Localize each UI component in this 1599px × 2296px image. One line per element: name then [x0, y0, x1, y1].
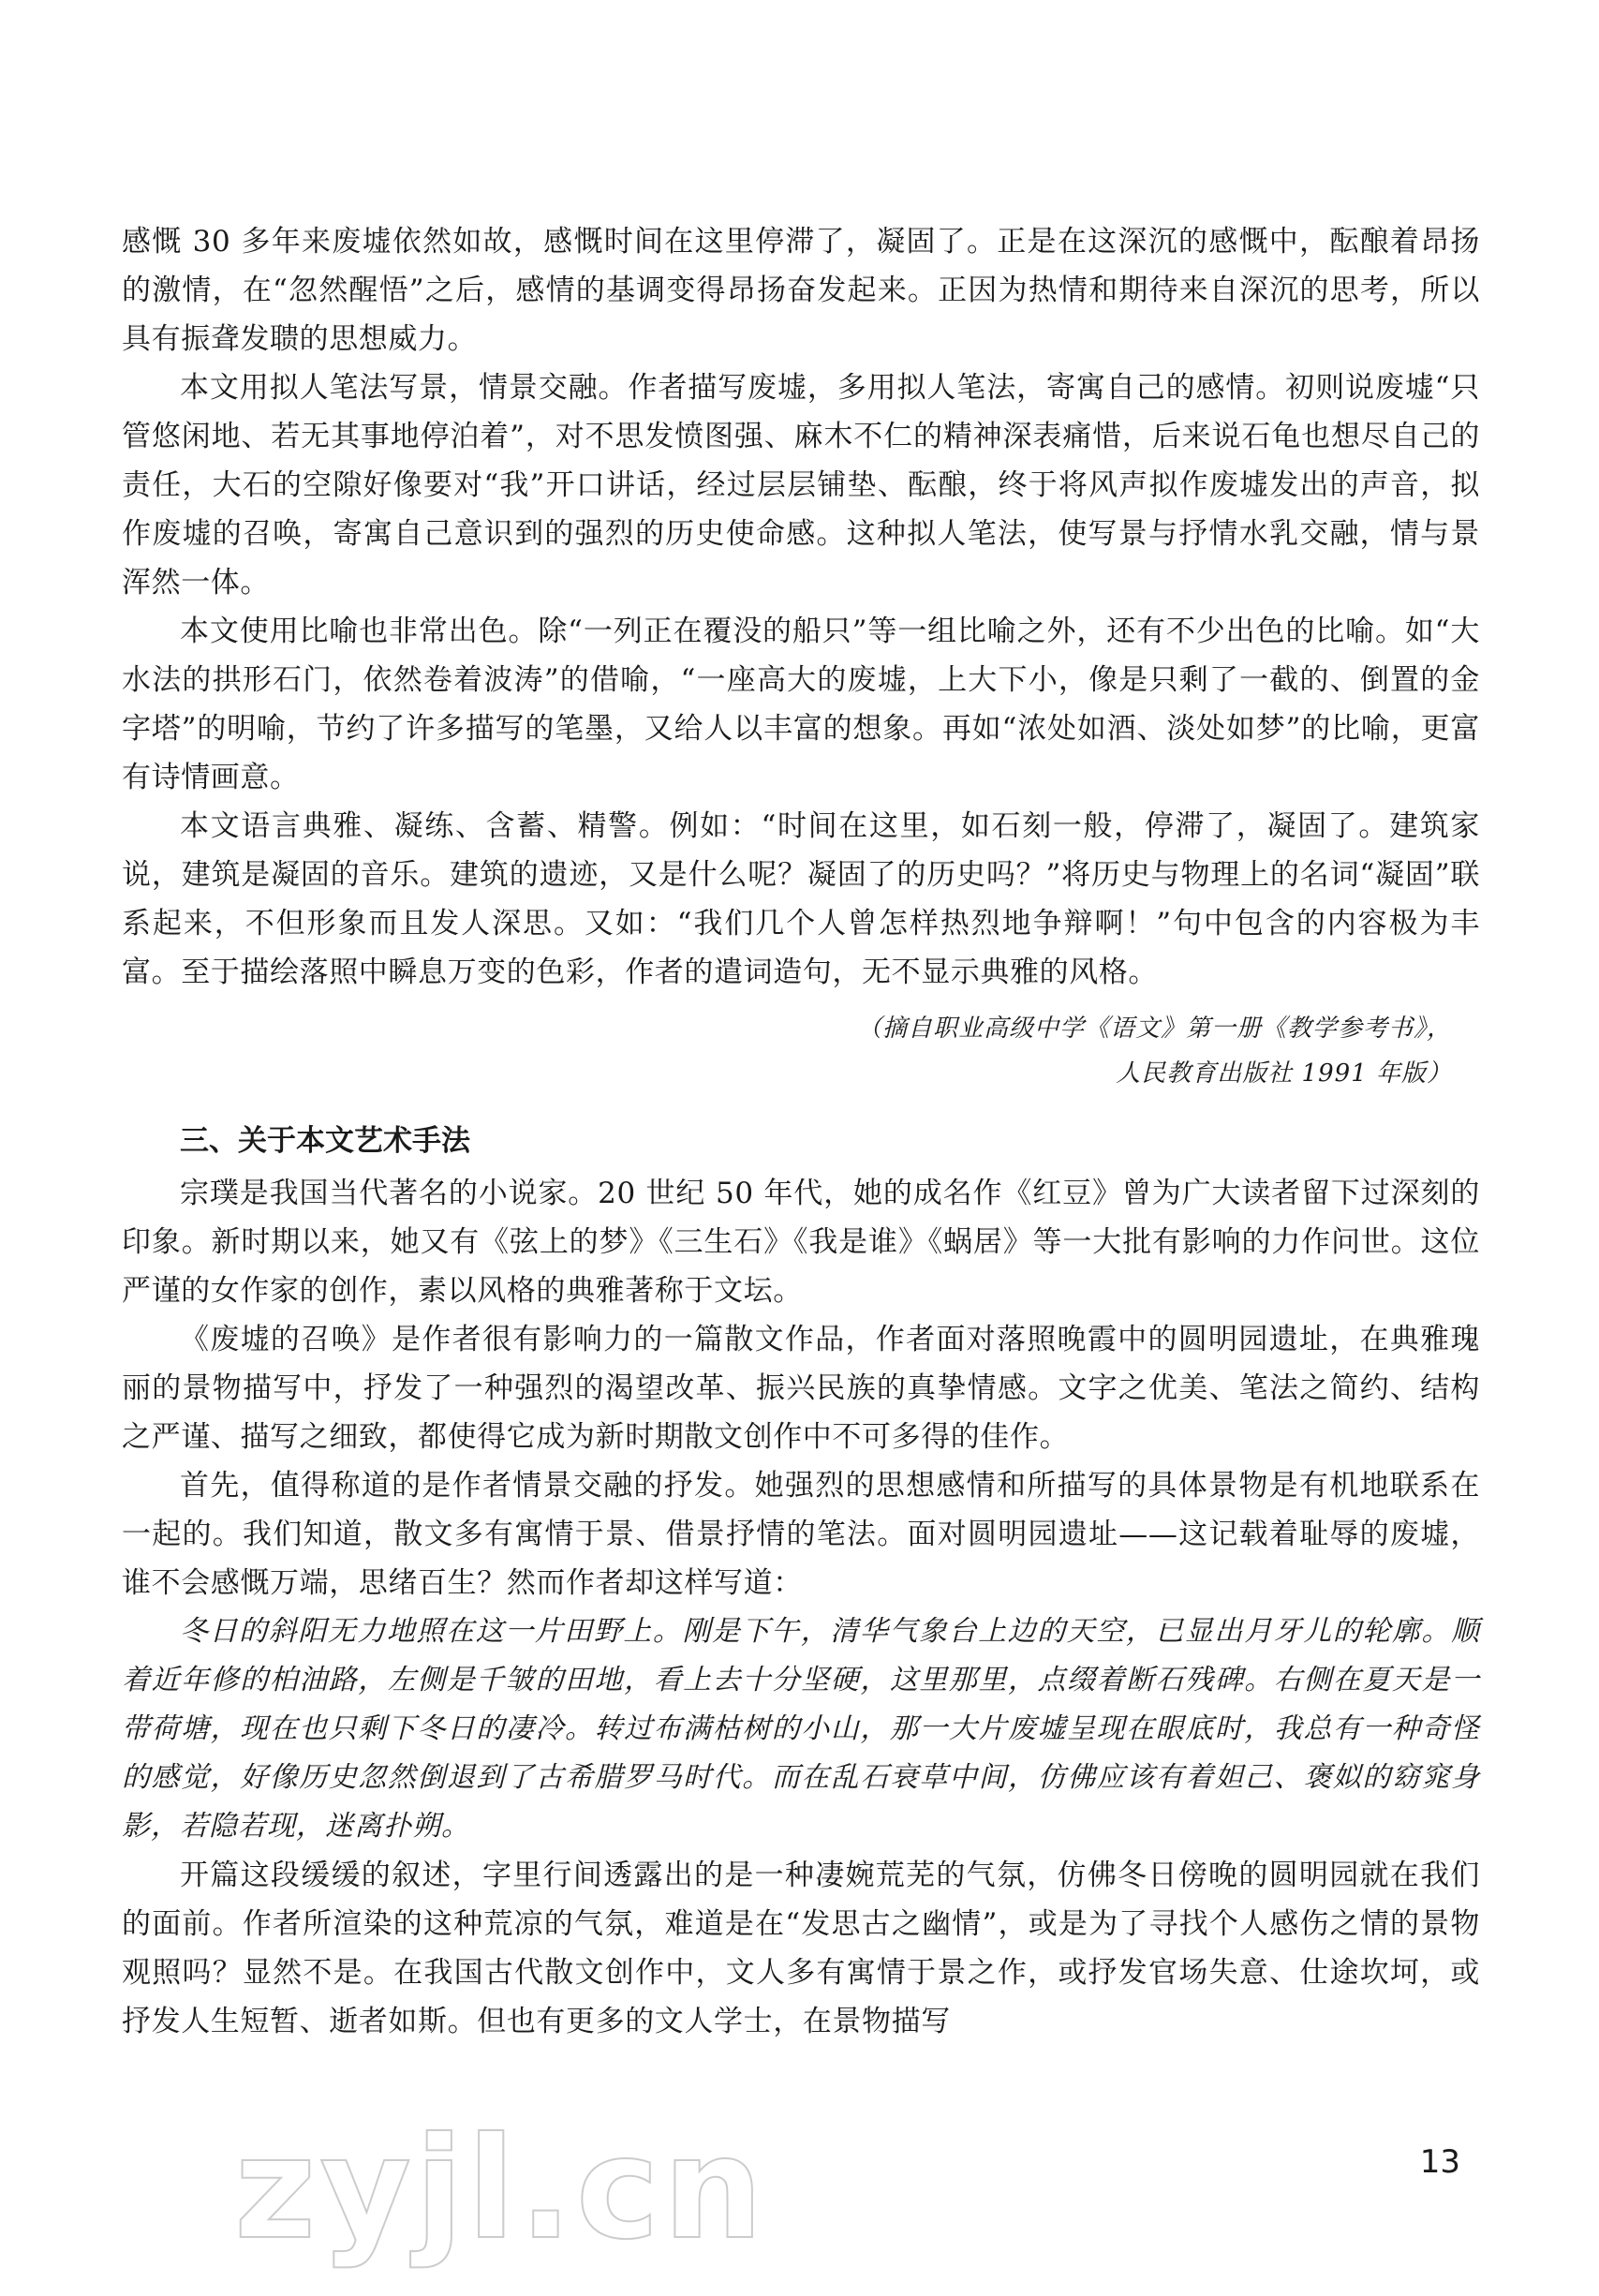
paragraph-author-intro: 宗璞是我国当代著名的小说家。20 世纪 50 年代，她的成名作《红豆》曾为广大读者留下过深刻的印象。新时期以来，她又有《弦上的梦》《三生石》《我是谁》《蜗居》等一大批有影响的力作问世。这位严谨的女作家的创作，素以风格的典雅著称于文坛。	[122, 1177, 1480, 1308]
paragraph-metaphor: 本文使用比喻也非常出色。除“一列正在覆没的船只”等一组比喻之外，还有不少出色的比喻。如“大水法的拱形石门，依然卷着波涛”的借喻，“一座高大的废墟，上大下小，像是只剩了一截的、倒置的金字塔”的明喻，节约了许多描写的笔墨，又给人以丰富的想象。再如“浓处如酒、淡处如梦”的比喻，更富有诗情画意。	[122, 615, 1480, 794]
source-citation	[122, 1006, 1480, 1096]
section-heading: 三、关于本文艺术手法	[180, 1124, 470, 1158]
paragraph-continued: 感慨 30 多年来废墟依然如故，感慨时间在这里停滞了，凝固了。正是在这深沉的感慨中，酝酿着昂扬的激情，在“忽然醒悟”之后，感情的基调变得昂扬奋发起来。正因为热情和期待来自深沉的思考，所以具有振聋发聩的思想威力。	[122, 225, 1480, 356]
paragraph-first-point: 首先，值得称道的是作者情景交融的抒发。她强烈的思想感情和所描写的具体景物是有机地联系在一起的。我们知道，散文多有寓情于景、借景抒情的笔法。面对圆明园遗址——这记载着耻辱的废墟，谁不会感慨万端，思绪百生？然而作者却这样写道：	[122, 1469, 1480, 1600]
quoted-excerpt: 冬日的斜阳无力地照在这一片田野上。刚是下午，清华气象台上边的天空，已显出月牙儿的轮廓。顺着近年修的柏油路，左侧是千皱的田地，看上去十分坚硬，这里那里，点缀着断石残碑。右侧在夏天是一带荷塘，现在也只剩下冬日的凄冷。转过布满枯树的小山，那一大片废墟呈现在眼底时，我总有一种奇怪的感觉，好像历史忽然倒退到了古希腊罗马时代。而在乱石衰草中间，仿佛应该有着妲己、褒姒的窈窕身影，若隐若现，迷离扑朔。	[122, 1615, 1480, 1843]
page-content	[122, 217, 1480, 2046]
watermark-logo: zyjl.cn	[234, 2108, 767, 2271]
paragraph-personification: 本文用拟人笔法写景，情景交融。作者描写废墟，多用拟人笔法，寄寓自己的感情。初则说废墟“只管悠闲地、若无其事地停泊着”，对不思发愤图强、麻木不仁的精神深表痛惜，后来说石龟也想尽自己的责任，大石的空隙好像要对“我”开口讲话，经过层层铺垫、酝酿，终于将风声拟作废墟发出的声音，拟作废墟的召唤，寄寓自己意识到的强烈的历史使命感。这种拟人笔法，使写景与抒情水乳交融，情与景浑然一体。	[122, 371, 1480, 600]
paragraph-analysis: 开篇这段缓缓的叙述，字里行间透露出的是一种凄婉荒芜的气氛，仿佛冬日傍晚的圆明园就在我们的面前。作者所渲染的这种荒凉的气氛，难道是在“发思古之幽情”，或是为了寻找个人感伤之情的景物观照吗？显然不是。在我国古代散文创作中，文人多有寓情于景之作，或抒发官场失意、仕途坎坷，或抒发人生短暂、逝者如斯。但也有更多的文人学士，在景物描写	[122, 1859, 1480, 2038]
source-line-2: 人民教育出版社 1991 年版）	[1116, 1059, 1452, 1088]
page-number: 13	[1419, 2143, 1460, 2181]
paragraph-work-intro: 《废墟的召唤》是作者很有影响力的一篇散文作品，作者面对落照晚霞中的圆明园遗址，在典雅瑰丽的景物描写中，抒发了一种强烈的渴望改革、振兴民族的真挚情感。文字之优美、笔法之简约、结构之严谨、描写之细致，都使得它成为新时期散文创作中不可多得的佳作。	[122, 1323, 1480, 1454]
paragraph-language: 本文语言典雅、凝练、含蓄、精警。例如：“时间在这里，如石刻一般，停滞了，凝固了。建筑家说，建筑是凝固的音乐。建筑的遗迹，又是什么呢？凝固了的历史吗？”将历史与物理上的名词“凝固”联系起来，不但形象而且发人深思。又如：“我们几个人曾怎样热烈地争辩啊！”句中包含的内容极为丰富。至于描绘落照中瞬息万变的色彩，作者的遣词造句，无不显示典雅的风格。	[122, 809, 1480, 989]
source-line-1: （摘自职业高级中学《语文》第一册《教学参考书》，	[856, 1015, 1452, 1043]
